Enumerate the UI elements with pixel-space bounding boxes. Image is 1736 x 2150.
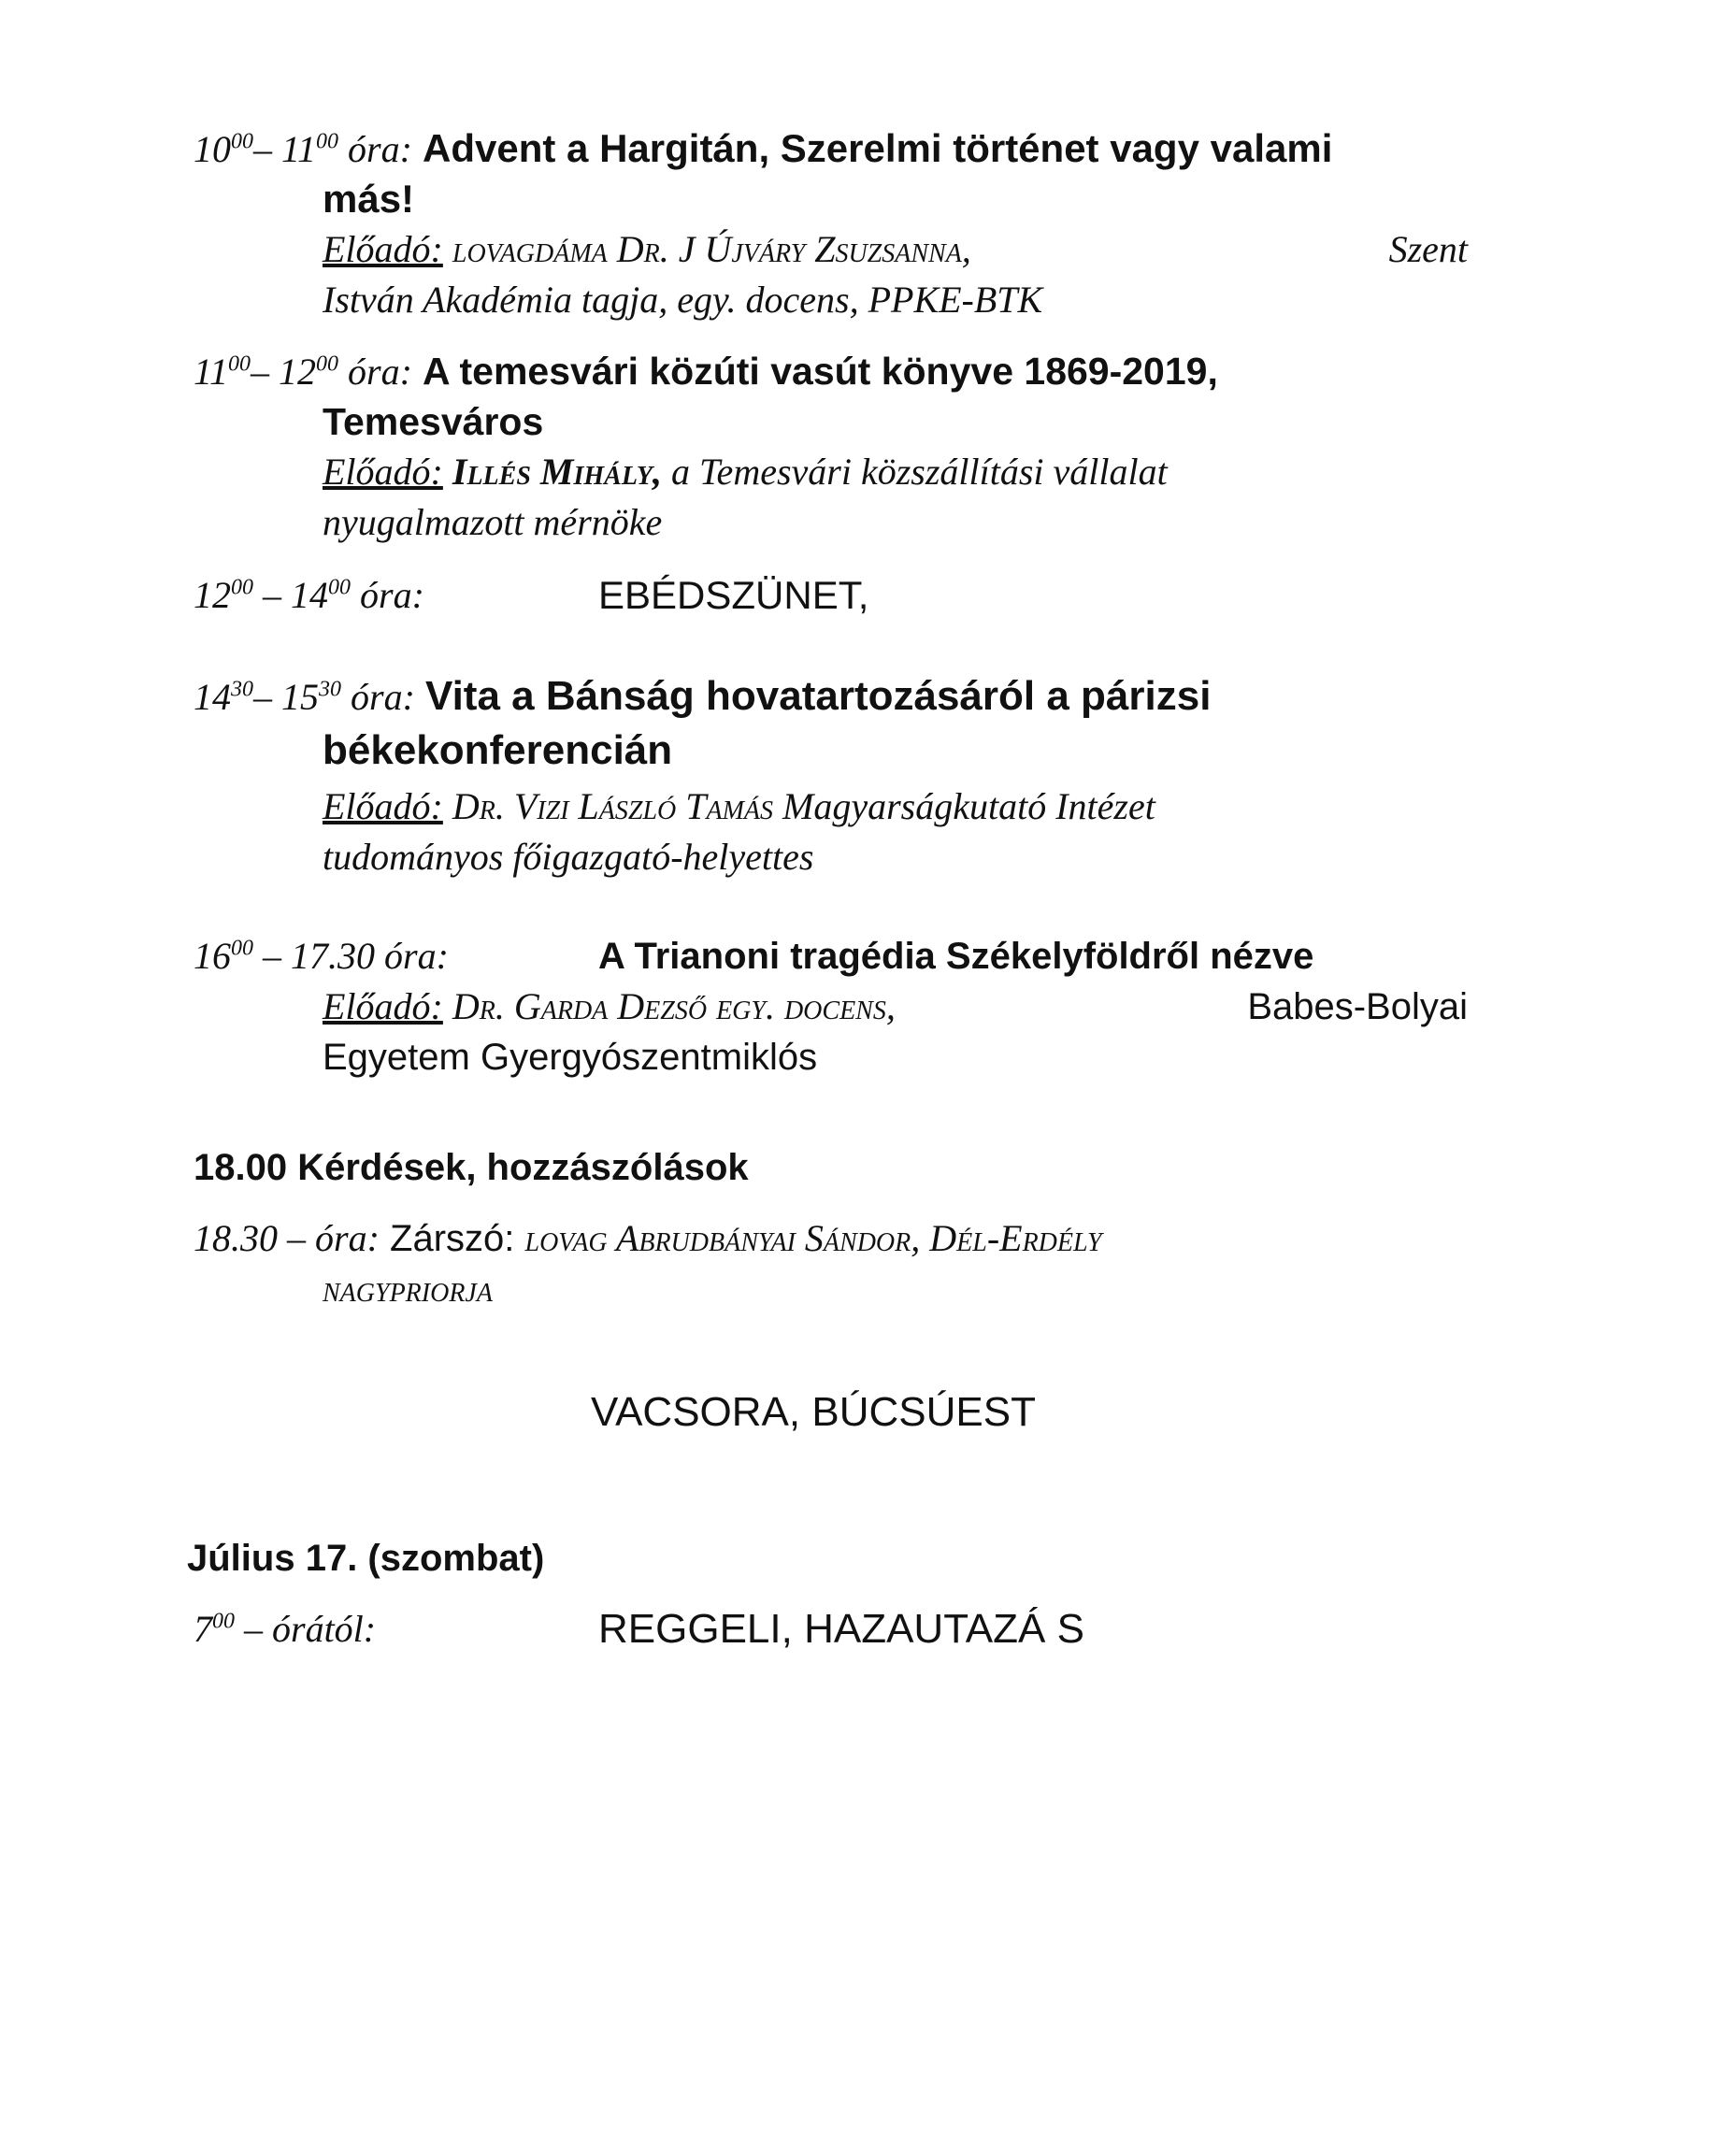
closing-label: Zárszó:: [390, 1218, 515, 1259]
talk-title: A temesvári közúti vasút könyve 1869-2019,: [423, 350, 1218, 393]
program-item-5-time: [194, 931, 449, 982]
speaker-affiliation: Egyetem Gyergyószentmiklós: [323, 1037, 818, 1078]
final-time: $7^{00}$ – órától:: [194, 1608, 377, 1650]
program-item-2-time-title: [194, 346, 1218, 397]
time-range: $10^{00}-$ $11^{00}$ óra:: [194, 128, 412, 170]
speaker-name: Illés Mihály,: [452, 451, 662, 493]
talk-title: Advent a Hargitán, Szerelmi történet vagy valami: [423, 126, 1333, 170]
closing-line: [194, 1213, 1102, 1264]
talk-title-cont: más!: [323, 177, 415, 221]
final-title: REGGELI, HAZAUTAZÁ S: [598, 1606, 1084, 1652]
dinner-heading: VACSORA, BÚCSÚEST: [591, 1389, 1036, 1435]
talk-title-cont: békekonferencián: [323, 727, 673, 773]
talk-title: Vita a Bánság hovatartozásáról a párizsi: [425, 673, 1212, 719]
eloado-label: Előadó:: [323, 451, 443, 493]
lunch-break: EBÉDSZÜNET,: [598, 573, 869, 617]
closing-speaker-cont: nagypriorja: [323, 1268, 493, 1310]
speaker-name: Dr. Vizi László Tamás: [452, 785, 774, 827]
time-range: $16^{00} - 17.30$ óra:: [194, 935, 449, 977]
speaker-affiliation: nyugalmazott mérnöke: [323, 501, 663, 543]
speaker-affiliation: István Akadémia tagja, egy. docens, PPKE-BTK: [323, 279, 1043, 321]
eloado-label: Előadó:: [323, 228, 443, 270]
speaker-name: Dr. Garda Dezső egy. docens,: [452, 985, 896, 1027]
talk-title-cont: Temesváros: [323, 400, 544, 443]
closing-speaker: lovag Abrudbányai Sándor, Dél-Erdély: [524, 1217, 1102, 1259]
questions-line: 18.00 Kérdések, hozzászólások: [194, 1147, 749, 1188]
day-heading: Július 17. (szombat): [187, 1538, 545, 1579]
program-item-3-time: [194, 570, 424, 621]
speaker-line: Előadó: Illés Mihály, a Temesvári közszállítási vállalat: [323, 451, 1168, 493]
speaker-line: Előadó: lovagdáma Dr. J Újváry Zsuzsanna, Szent: [323, 228, 1468, 270]
speaker-line: Előadó: Dr. Garda Dezső egy. docens, Babes-Bolyai: [323, 985, 1468, 1027]
speaker-name: lovagdáma Dr. J Újváry Zsuzsanna,: [452, 228, 971, 270]
speaker-affiliation: tudományos főigazgató-helyettes: [323, 836, 814, 878]
closing-time: 18.30 – óra:: [194, 1217, 380, 1259]
speaker-line: Előadó: Dr. Vizi László Tamás Magyarságkutató Intézet: [323, 785, 1155, 827]
program-item-1-time-title: [194, 123, 1332, 175]
time-range: $12^{00} - 14^{00}$ óra:: [194, 574, 424, 616]
eloado-label: Előadó:: [323, 785, 443, 827]
eloado-label: Előadó:: [323, 985, 443, 1027]
time-range: $14^{30}-$ $15^{30}$ óra:: [194, 676, 415, 718]
program-item-4-time-title: [194, 671, 1211, 723]
talk-title: A Trianoni tragédia Székelyföldről nézve: [598, 936, 1314, 977]
time-range: $11^{00}-$ $12^{00}$ óra:: [194, 351, 412, 393]
